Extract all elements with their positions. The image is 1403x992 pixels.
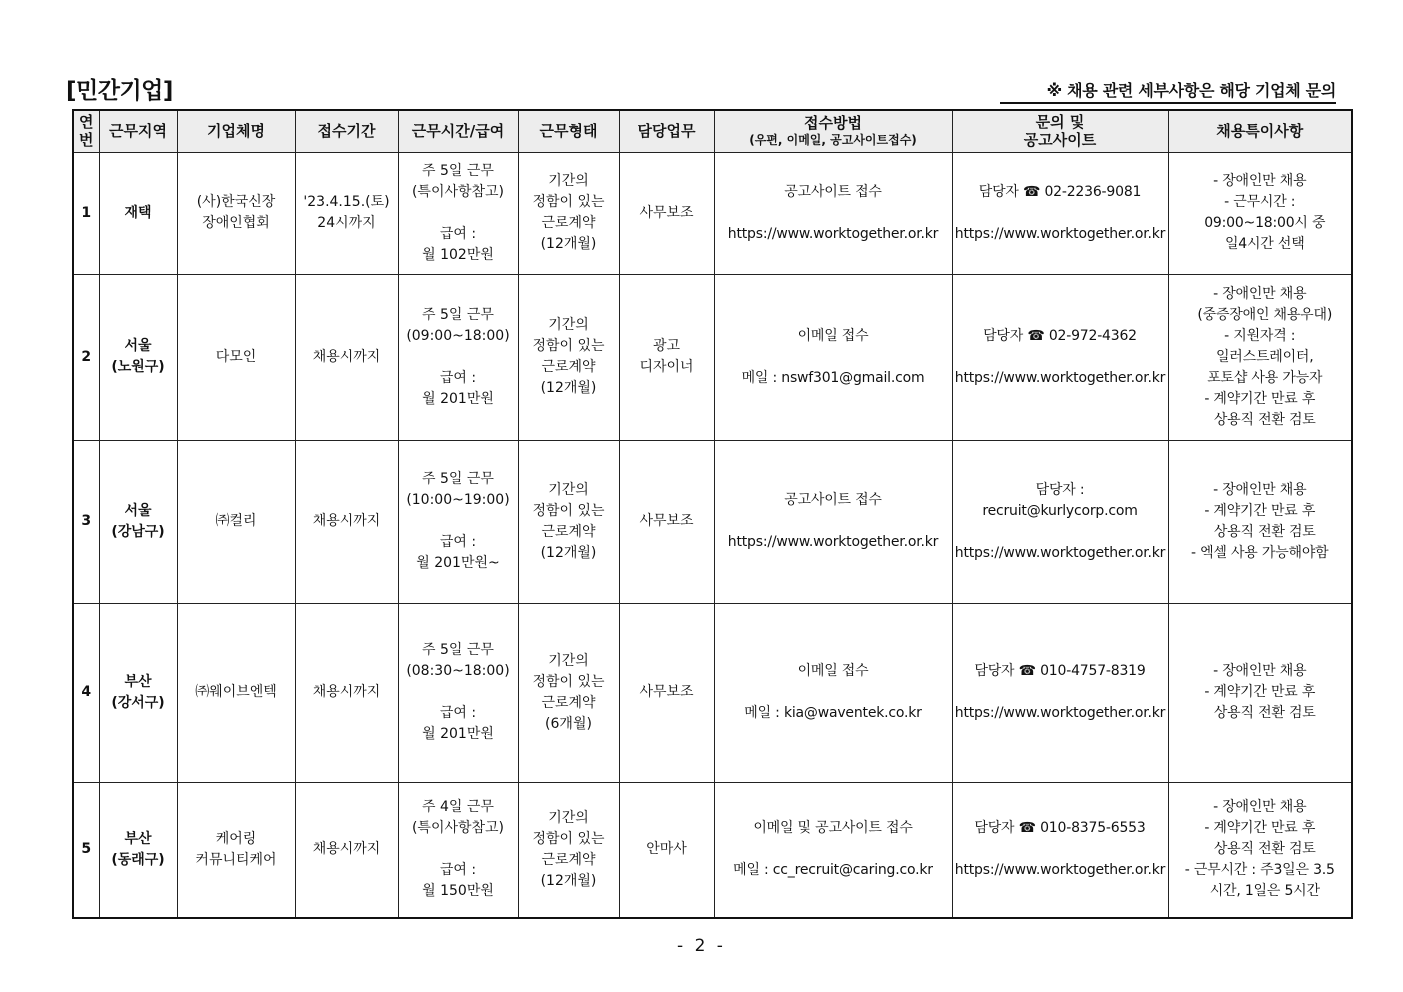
apply-method-cell: 이메일 및 공고사이트 접수 메일 : cc_recruit@caring.co.kr [714,782,952,918]
header-period: 접수기간 [295,110,398,152]
row-number: 1 [73,152,99,274]
company-cell: 케어링 커뮤니티케어 [177,782,295,918]
contact-cell: 담당자 ☎ 010-8375-6553 https://www.worktogether.or.kr [952,782,1168,918]
row-number: 4 [73,603,99,782]
header-no: 연 번 [73,110,99,152]
period-cell: 채용시까지 [295,274,398,440]
region-cell: 부산 (동래구) [99,782,177,918]
header-type: 근무형태 [518,110,619,152]
job-listing-table [72,109,1353,919]
page-number: - 2 - [677,936,726,956]
duty-cell: 광고 디자이너 [619,274,714,440]
period-cell: '23.4.15.(토) 24시까지 [295,152,398,274]
notes-cell: - 장애인만 채용 (중증장애인 채용우대) - 지원자격 : 일러스트레이터, 포토샵 사용 가능자 - 계약기간 만료 후 상용직 전환 검토 [1168,274,1352,440]
contract-type-cell: 기간의 정함이 있는 근로계약 (12개월) [518,782,619,918]
region-cell: 서울 (노원구) [99,274,177,440]
header-notes: 채용특이사항 [1168,110,1352,152]
region-cell: 서울 (강남구) [99,440,177,603]
table-row [73,603,1352,782]
table-row [73,440,1352,603]
hours-pay-cell: 주 5일 근무 (08:30~18:00) 급여 : 월 201만원 [398,603,518,782]
company-cell: ㈜웨이브엔텍 [177,603,295,782]
duty-cell: 사무보조 [619,440,714,603]
period-cell: 채용시까지 [295,603,398,782]
apply-method-cell: 이메일 접수 메일 : nswf301@gmail.com [714,274,952,440]
apply-method-cell: 공고사이트 접수 https://www.worktogether.or.kr [714,440,952,603]
row-number: 2 [73,274,99,440]
contact-cell: 담당자 ☎ 02-2236-9081 https://www.worktogether.or.kr [952,152,1168,274]
table-header-row [73,110,1352,152]
header-company: 기업체명 [177,110,295,152]
header-duty: 담당업무 [619,110,714,152]
duty-cell: 안마사 [619,782,714,918]
inquiry-notice: ※ 채용 관련 세부사항은 해당 기업체 문의 [1000,78,1336,104]
apply-method-cell: 이메일 접수 메일 : kia@waventek.co.kr [714,603,952,782]
contact-cell: 담당자 : recruit@kurlycorp.com https://www.worktogether.or.kr [952,440,1168,603]
notes-cell: - 장애인만 채용 - 근무시간 : 09:00~18:00시 중 일4시간 선택 [1168,152,1352,274]
row-number: 3 [73,440,99,603]
contract-type-cell: 기간의 정함이 있는 근로계약 (12개월) [518,152,619,274]
company-cell: 다모인 [177,274,295,440]
notes-cell: - 장애인만 채용 - 계약기간 만료 후 상용직 전환 검토 [1168,603,1352,782]
notes-cell: - 장애인만 채용 - 계약기간 만료 후 상용직 전환 검토 - 엑셀 사용 가능해야함 [1168,440,1352,603]
header-method: 접수방법 (우편, 이메일, 공고사이트접수) [714,110,952,152]
duty-cell: 사무보조 [619,603,714,782]
period-cell: 채용시까지 [295,782,398,918]
contract-type-cell: 기간의 정함이 있는 근로계약 (12개월) [518,440,619,603]
company-cell: ㈜컬리 [177,440,295,603]
hours-pay-cell: 주 4일 근무 (특이사항참고) 급여 : 월 150만원 [398,782,518,918]
notes-cell: - 장애인만 채용 - 계약기간 만료 후 상용직 전환 검토 - 근무시간 : 주3일은 3.5 시간, 1일은 5시간 [1168,782,1352,918]
row-number: 5 [73,782,99,918]
region-cell: 재택 [99,152,177,274]
period-cell: 채용시까지 [295,440,398,603]
header-hours-pay: 근무시간/급여 [398,110,518,152]
duty-cell: 사무보조 [619,152,714,274]
header-region: 근무지역 [99,110,177,152]
contract-type-cell: 기간의 정함이 있는 근로계약 (12개월) [518,274,619,440]
apply-method-cell: 공고사이트 접수 https://www.worktogether.or.kr [714,152,952,274]
hours-pay-cell: 주 5일 근무 (09:00~18:00) 급여 : 월 201만원 [398,274,518,440]
contact-cell: 담당자 ☎ 010-4757-8319 https://www.worktogether.or.kr [952,603,1168,782]
hours-pay-cell: 주 5일 근무 (특이사항참고) 급여 : 월 102만원 [398,152,518,274]
page-title: [민간기업] [66,78,173,104]
contract-type-cell: 기간의 정함이 있는 근로계약 (6개월) [518,603,619,782]
table-row [73,782,1352,918]
region-cell: 부산 (강서구) [99,603,177,782]
company-cell: (사)한국신장 장애인협회 [177,152,295,274]
table-row [73,152,1352,274]
header-contact: 문의 및 공고사이트 [952,110,1168,152]
contact-cell: 담당자 ☎ 02-972-4362 https://www.worktogether.or.kr [952,274,1168,440]
hours-pay-cell: 주 5일 근무 (10:00~19:00) 급여 : 월 201만원~ [398,440,518,603]
table-row [73,274,1352,440]
